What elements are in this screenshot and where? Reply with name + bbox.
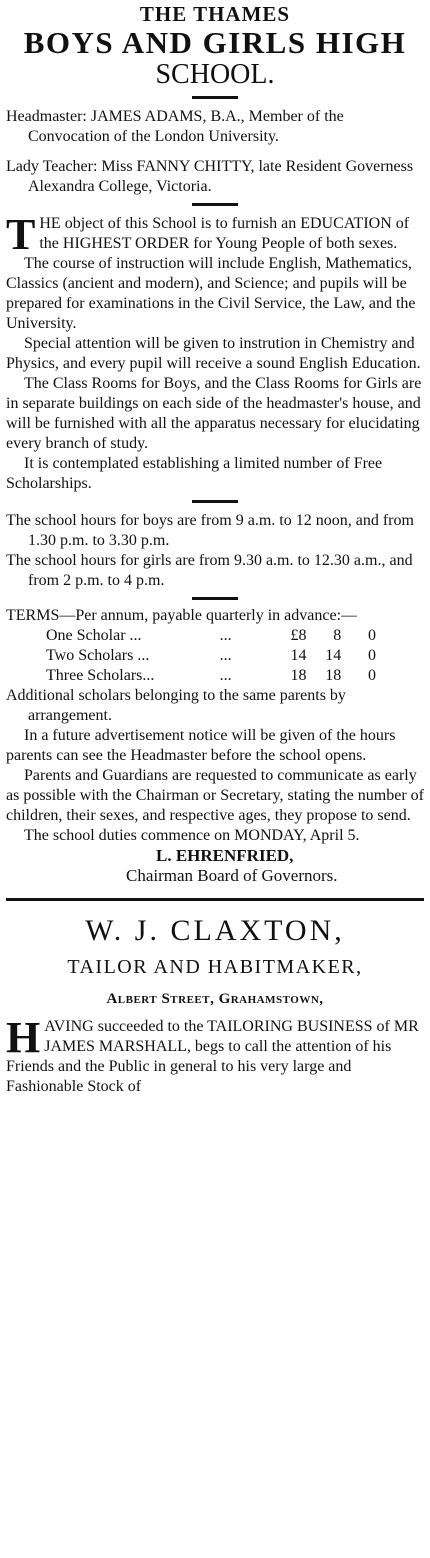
drop-cap: T — [6, 210, 36, 259]
term-pence: 0 — [368, 647, 376, 664]
term-shillings: 18 — [325, 667, 342, 684]
term-label: Three Scholars... — [46, 667, 155, 684]
term-dots: ... — [219, 627, 232, 644]
short-divider — [192, 500, 238, 503]
short-divider — [192, 96, 238, 99]
hours-girls: The school hours for girls are from 9.30 a.m. to 12.30 a.m., and from 2 p.m. to 4 p.m. — [6, 552, 413, 589]
object-paragraph — [6, 210, 424, 259]
table-row — [46, 626, 376, 646]
school-title-line3: SCHOOL. — [155, 59, 275, 90]
short-divider — [192, 203, 238, 206]
school-title-line2: BOYS AND GIRLS HIGH — [23, 25, 407, 60]
table-row — [46, 646, 376, 666]
term-label: Two Scholars ... — [46, 647, 150, 664]
term-pence: 0 — [368, 627, 376, 644]
table-row — [46, 666, 376, 686]
newspaper-page — [0, 2, 430, 1558]
tailor-paragraph — [6, 1013, 424, 1097]
course-paragraph: The course of instruction will include English, Mathematics, Classics (ancient and modern), and Science; and pupils will be prepared for examinations in the Civil Service, the Law, and the University. — [6, 255, 416, 332]
term-pounds: 14 — [290, 647, 307, 664]
term-label: One Scholar ... — [46, 627, 142, 644]
term-dots: ... — [219, 667, 232, 684]
hours-boys: The school hours for boys are from 9 a.m. to 12 noon, and from 1.30 p.m. to 3.30 p.m. — [6, 512, 414, 549]
terms-heading: TERMS—Per annum, payable quarterly in advance:— — [6, 607, 358, 624]
tailor-trade: TAILOR AND HABITMAKER, — [67, 956, 363, 978]
special-paragraph: Special attention will be given to instrution in Chemistry and Physics, and every pupil will receive a sound English Education. — [6, 335, 421, 372]
class-rooms-paragraph: The Class Rooms for Boys, and the Class Rooms for Girls are in separate buildings on each side of the headmaster's house, and will be furnished with all the apparatus necessary for elucidating every branch of study. — [6, 375, 422, 452]
term-pounds: £8 — [290, 627, 307, 644]
short-divider — [192, 597, 238, 600]
drop-cap: H — [6, 1013, 41, 1062]
scholarships-paragraph: It is contemplated establishing a limited number of Free Scholarships. — [6, 455, 383, 492]
parents-paragraph: Parents and Guardians are requested to communicate as early as possible with the Chairman or Secretary, stating the number of children, their sexes, and respective ages, they propose to send. — [6, 767, 424, 824]
term-shillings: 14 — [325, 647, 342, 664]
term-pence: 0 — [368, 667, 376, 684]
additional-paragraph: Additional scholars belonging to the same parents by arrangement. — [6, 687, 346, 724]
lady-teacher-line: Lady Teacher: Miss FANNY CHITTY, late Resident Governess Alexandra College, Victoria. — [6, 158, 414, 195]
future-notice-paragraph: In a future advertisement notice will be given of the hours parents can see the Headmaster before the school opens. — [6, 727, 396, 764]
term-shillings: 8 — [333, 627, 342, 644]
tailor-name: W. J. CLAXTON, — [85, 914, 345, 947]
term-dots: ... — [219, 647, 232, 664]
signatory-title: Chairman Board of Governors. — [126, 866, 338, 885]
school-title-line1: THE THAMES — [139, 2, 291, 26]
object-text: HE object of this School is to furnish an EDUCATION of the HIGHEST ORDER for Young People of both sexes. — [39, 215, 410, 252]
ad-separator — [6, 898, 424, 901]
tailor-body: AVING succeeded to the TAILORING BUSINESS of MR JAMES MARSHALL, begs to call the attention of his Friends and the Public in general to his very large and Fashionable Stock of — [6, 1018, 419, 1095]
term-pounds: 18 — [290, 667, 307, 684]
headmaster-line: Headmaster: JAMES ADAMS, B.A., Member of the Convocation of the London University. — [6, 108, 344, 145]
tailor-address: Albert Street, Grahamstown, — [106, 991, 324, 1007]
signatory-name: L. EHRENFRIED, — [156, 846, 294, 865]
terms-table — [46, 626, 376, 686]
commence-paragraph: The school duties commence on MONDAY, April 5. — [24, 827, 360, 844]
